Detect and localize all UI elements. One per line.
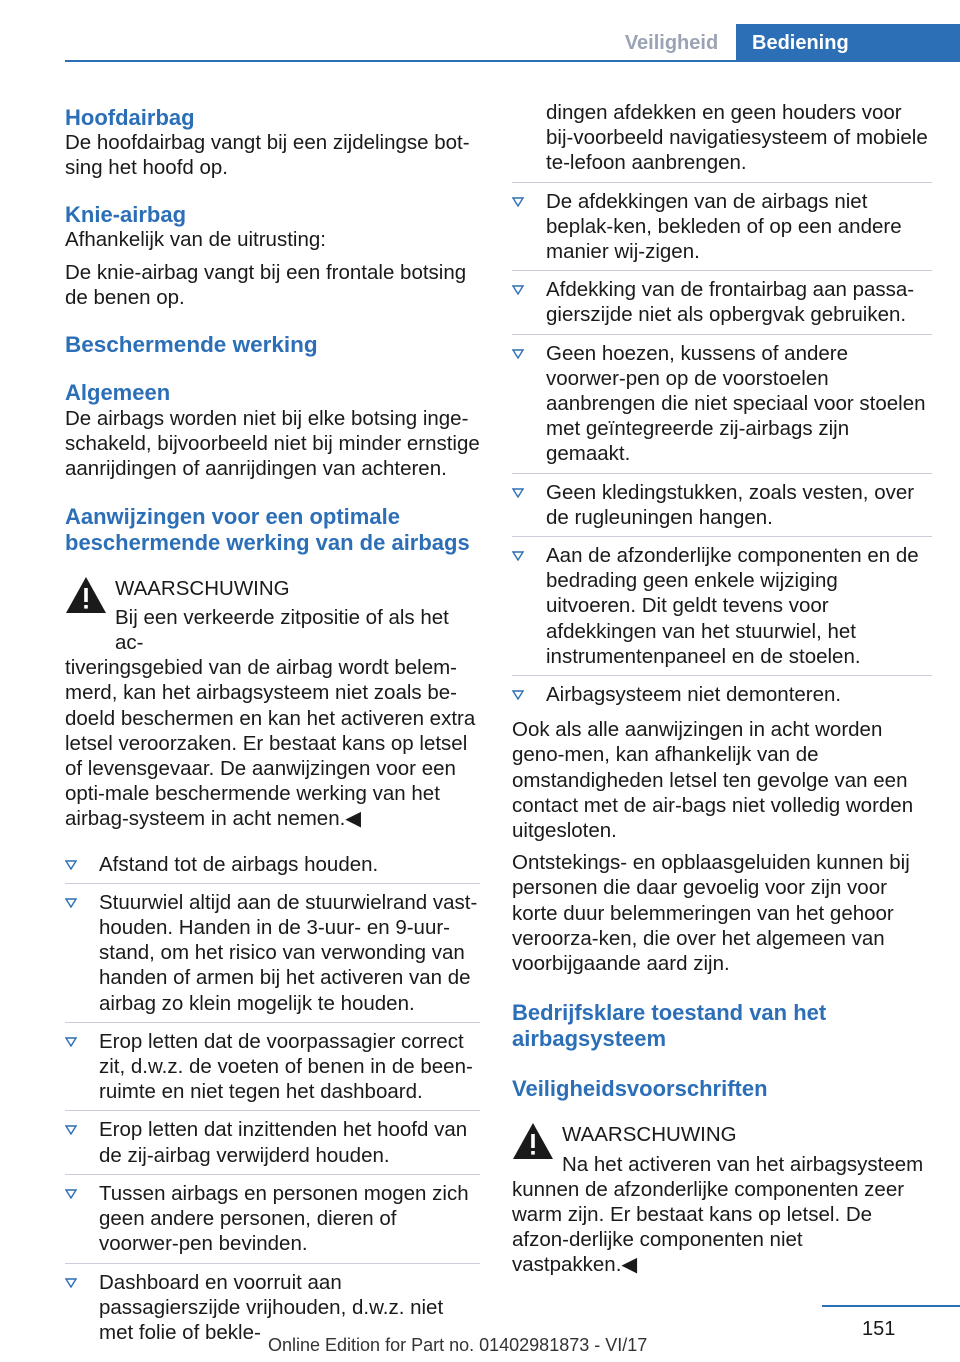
heading-algemeen: Algemeen [65, 380, 171, 406]
warning-label: WAARSCHUWING [562, 1123, 737, 1147]
list-item [65, 1181, 480, 1264]
list-item-text: Geen hoezen, kussens of andere voorwer-pen op de voorstoelen aanbrengen die niet speciaal voor stoelen met geïntegreerde zij-airbags zijn gemaakt. [546, 341, 926, 466]
triangle-bullet-icon [512, 690, 524, 700]
list-item-text: Airbagsysteem niet demonteren. [546, 683, 842, 707]
footer-edition: Online Edition for Part no. 01402981873 - VI/17 [268, 1335, 648, 1355]
warning-text-first: Na het activeren van het airbagsysteem [562, 1152, 924, 1176]
triangle-bullet-icon [512, 551, 524, 561]
warning-text-rest: kunnen de afzonderlijke componenten zeer warm zijn. Er bestaat kans op letsel. De afzon-derlijke componenten niet vastpakken.◀ [512, 1177, 905, 1277]
list-item-text: Tussen airbags en personen mogen zich geen andere personen, dieren of voorwer-pen bevinden. [99, 1181, 469, 1256]
text-knie-1: Afhankelijk van de uitrusting: [65, 228, 326, 252]
divider [512, 182, 932, 183]
bullet-list-right [512, 189, 932, 714]
list-item [65, 852, 480, 884]
list-item-text: Afstand tot de airbags houden. [99, 852, 379, 876]
list-item [512, 277, 932, 334]
continued-bullet-text: dingen afdekken en geen houders voor bij-voorbeeld navigatiesysteem of mobiele te-lefoon aanbrengen. [546, 101, 928, 175]
warning-text-rest: tiveringsgebied van de airbag wordt belem-merd, kan het airbagsysteem niet zoals be-doeld beschermen en kan het activeren extra letsel veroorzaken. Er bestaat kans op letsel of levensgevaar. De aanwijzingen voor een opti-male beschermende werking van het airbag-systeem in acht nemen.◀ [65, 656, 476, 831]
warning-block-1 [65, 576, 480, 832]
list-item [512, 341, 932, 474]
heading-aanwijzingen: Aanwijzingen voor een optimale beschermende werking van de airbags [65, 503, 470, 555]
triangle-bullet-icon [65, 898, 77, 908]
warning-block-2 [512, 1122, 932, 1277]
list-item [65, 1029, 480, 1112]
list-item-text: Erop letten dat inzittenden het hoofd van de zij-airbag verwijderd houden. [99, 1118, 468, 1167]
warning-icon [65, 576, 107, 614]
triangle-bullet-icon [65, 1189, 77, 1199]
list-item [512, 480, 932, 537]
list-item-text: Dashboard en voorruit aan passagierszijde vrijhouden, d.w.z. niet met folie of bekle- [99, 1270, 444, 1344]
list-item [512, 543, 932, 676]
list-item [65, 890, 480, 1023]
text-knie-2: De knie-airbag vangt bij een frontale botsing de benen op. [65, 260, 467, 309]
text-hoofdairbag: De hoofdairbag vangt bij een zijdelingse bot-sing het hoofd op. [65, 131, 470, 180]
list-item-text: Erop letten dat de voorpassagier correct zit, d.w.z. de voeten of benen in de been-ruimte en niet tegen het dashboard. [99, 1029, 473, 1104]
heading-beschermende-werking: Beschermende werking [65, 332, 318, 358]
triangle-bullet-icon [512, 285, 524, 295]
triangle-bullet-icon [65, 1278, 77, 1288]
tab-bediening[interactable]: Bediening [736, 24, 960, 62]
triangle-bullet-icon [65, 860, 77, 870]
triangle-bullet-icon [512, 197, 524, 207]
bullet-list-left [65, 852, 480, 1351]
list-item-text: De afdekkingen van de airbags niet beplak-ken, bekleden of op een andere manier wij-zigen. [546, 189, 902, 264]
list-item [512, 682, 932, 713]
page-number: 151 [862, 1318, 896, 1340]
list-item [65, 1117, 480, 1174]
heading-knie-airbag: Knie-airbag [65, 202, 187, 228]
triangle-bullet-icon [512, 349, 524, 359]
warning-icon [512, 1122, 554, 1160]
triangle-bullet-icon [512, 488, 524, 498]
header-rule [65, 60, 960, 62]
triangle-bullet-icon [65, 1037, 77, 1047]
paragraph-1: Ook als alle aanwijzingen in acht worden geno-men, kan afhankelijk van de omstandigheden letsel ten gevolge van een contact met de air-bags niet volledig worden uitgesloten. [512, 718, 914, 843]
left-column [65, 100, 480, 1357]
triangle-bullet-icon [65, 1125, 77, 1135]
heading-veiligheidsvoorschriften: Veiligheidsvoorschriften [512, 1076, 768, 1102]
warning-text-first: Bij een verkeerde zitpositie of als het ac- [115, 605, 449, 655]
warning-label: WAARSCHUWING [115, 576, 290, 600]
heading-bedrijfsklare-toestand: Bedrijfsklare toestand van het airbagsysteem [512, 1000, 827, 1052]
list-item-text: Aan de afzonderlijke componenten en de bedrading geen enkele wijziging uitvoeren. Dit geldt tevens voor afdekkingen van het stuurwiel, het instrumentenpaneel en de stoelen. [546, 544, 919, 668]
list-item-text: Stuurwiel altijd aan de stuurwielrand vast-houden. Handen in de 3-uur- en 9-uur-stand, om het risico van verwonding van handen of armen bij het activeren van de airbag zo klein mogelijk te houden. [99, 890, 478, 1015]
paragraph-2: Ontstekings- en opblaasgeluiden kunnen bij personen die daar gevoelig voor zijn voor korte duur belemmeringen van het gehoor veroorza-ken, die over het algemeen van voorbijgaande aard zijn. [512, 851, 910, 976]
tab-veiligheid[interactable]: Veiligheid [624, 31, 719, 54]
list-item-text: Afdekking van de frontairbag aan passa-gierszijde niet als opbergvak gebruiken. [546, 278, 915, 327]
footer-rule [822, 1305, 960, 1307]
list-item [512, 189, 932, 272]
heading-hoofdairbag: Hoofdairbag [65, 105, 195, 130]
right-column [512, 100, 932, 1278]
text-algemeen: De airbags worden niet bij elke botsing inge-schakeld, bijvoorbeeld niet bij minder ernstige aanrijdingen of aanrijdingen van achteren. [65, 407, 480, 481]
list-item-text: Geen kledingstukken, zoals vesten, over de rugleuningen hangen. [546, 480, 915, 529]
